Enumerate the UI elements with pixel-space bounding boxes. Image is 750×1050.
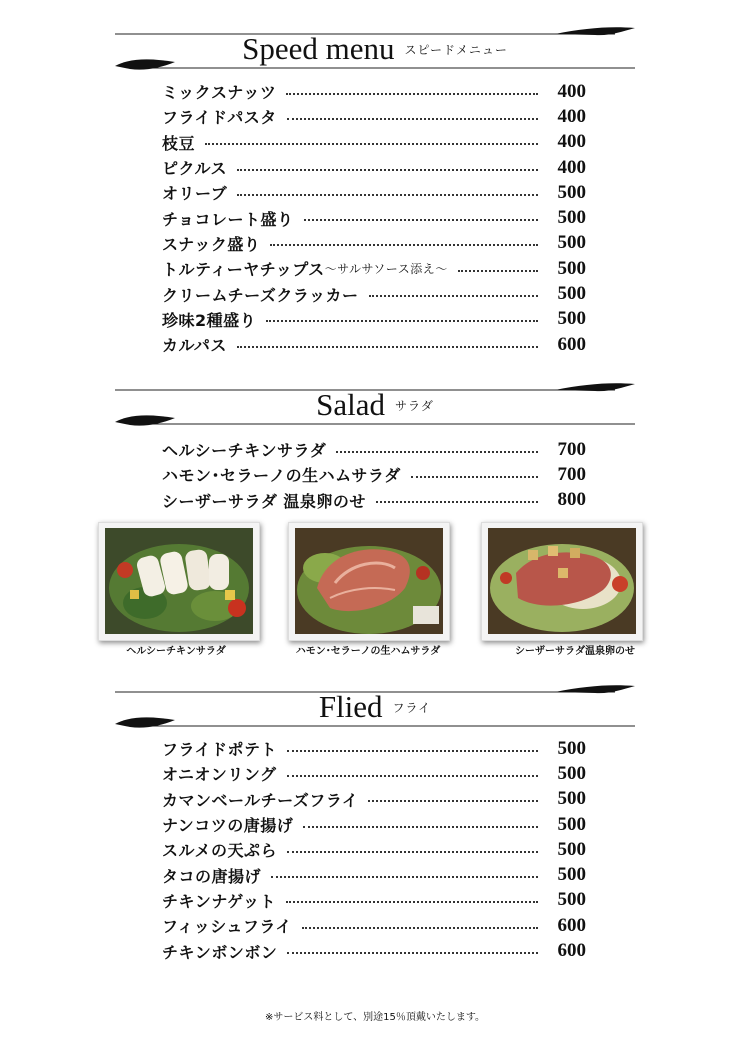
menu-item: フライドパスタ 400 <box>162 105 586 128</box>
section-title: Salad サラダ <box>316 387 434 422</box>
fried-list <box>162 736 586 964</box>
section-title: Flied フライ <box>318 689 432 724</box>
healthy-chicken-salad-photo <box>98 522 260 641</box>
menu-item: ピクルス 400 <box>162 156 586 179</box>
menu-item: 枝豆 400 <box>162 131 586 153</box>
menu-item: 珍味2種盛り 500 <box>162 308 586 330</box>
menu-item: カルパス 600 <box>162 333 586 356</box>
menu-item: チキンボンボン 600 <box>162 940 586 962</box>
photo-caption: ヘルシーチキンサラダ <box>126 646 226 657</box>
photo-caption: ハモン･セラーノの生ハムサラダ <box>295 646 441 657</box>
menu-item: ハモン･セラーノの生ハムサラダ 700 <box>162 463 586 486</box>
menu-item: タコの唐揚げ 500 <box>162 864 586 886</box>
menu-item: オリーブ 500 <box>162 181 586 204</box>
menu-item: フィッシュフライ 600 <box>162 914 586 937</box>
menu-item: ヘルシーチキンサラダ 700 <box>162 438 586 461</box>
menu-item: ナンコツの唐揚げ 500 <box>162 813 586 836</box>
menu-item: フライドポテト 500 <box>162 737 586 760</box>
menu-item: クリームチーズクラッカー 500 <box>162 283 586 305</box>
caesar-salad-photo <box>481 522 643 641</box>
menu-item: オニオンリング 500 <box>162 762 586 785</box>
photo-caption: シーザーサラダ温泉卵のせ <box>515 646 635 657</box>
menu-item: スルメの天ぷら 500 <box>162 838 586 861</box>
menu-item: トルティーヤチップス ～サルサソース添え～ 500 <box>162 257 586 280</box>
menu-item: ミックスナッツ 400 <box>162 80 586 103</box>
salad-header <box>115 382 635 434</box>
menu-item: スナック盛り 500 <box>162 232 586 254</box>
fried-header <box>115 684 635 736</box>
salad-list <box>162 437 586 513</box>
service-charge-note: ※サービス料として、別途15％頂戴いたします。 <box>264 1012 486 1023</box>
speed-menu-list <box>162 79 586 357</box>
jamon-serrano-salad-photo <box>288 522 450 641</box>
menu-item: カマンベールチーズフライ 500 <box>162 788 586 810</box>
speed-menu-header <box>115 26 635 78</box>
menu-item: チキンナゲット 500 <box>162 889 586 911</box>
menu-item: シーザーサラダ 温泉卵のせ 800 <box>162 489 586 511</box>
menu-item: チョコレート盛り 500 <box>162 207 586 229</box>
section-title: Speed menu スピードメニュー <box>242 31 508 66</box>
